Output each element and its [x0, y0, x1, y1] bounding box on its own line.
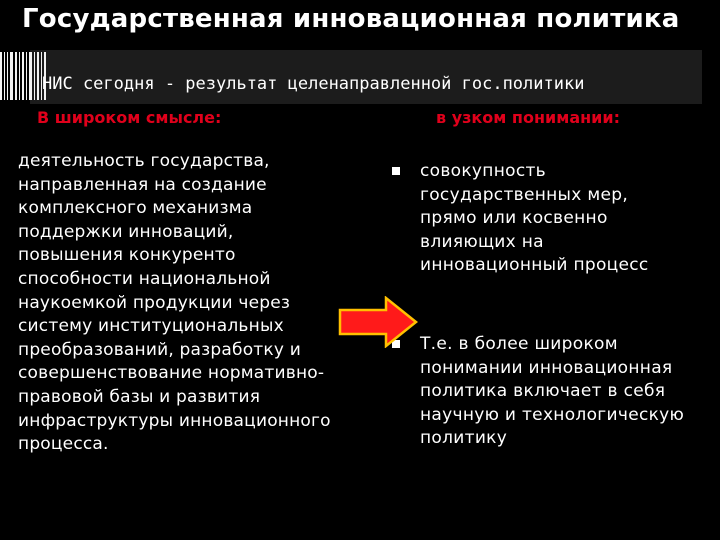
slide-subtitle: НИС сегодня - результат целенаправленной гос.политики: [42, 74, 585, 94]
bullet-line: инновационный процесс: [420, 255, 649, 276]
definition-line: деятельность государства,: [18, 151, 270, 171]
definition-line: инфраструктуры инновационного: [18, 410, 331, 431]
slide-title: Государственная инновационная политика: [22, 4, 680, 34]
decorative-stripes: [0, 52, 46, 100]
bullet-line: политику: [420, 428, 508, 449]
bullet-line: научную и технологическую: [420, 404, 685, 425]
bullet-line: государственных мер,: [420, 184, 629, 205]
definition-line: способности национальной: [18, 268, 271, 289]
definition-line: правовой базы и развития: [18, 386, 261, 407]
broad-sense-heading: В широком смысле:: [37, 108, 222, 127]
definition-line: наукоемкой продукции через: [18, 292, 291, 313]
definition-line: процесса.: [18, 434, 109, 455]
definition-line: поддержки инноваций,: [18, 221, 234, 242]
definition-line: преобразований, разработку и: [18, 339, 301, 360]
right-arrow-icon: [338, 296, 418, 348]
definition-line: комплексного механизма: [18, 198, 253, 219]
definition-line: совершенствование нормативно-: [18, 363, 325, 384]
bullet-line: прямо или косвенно: [420, 208, 608, 229]
narrow-sense-heading: в узком понимании:: [436, 108, 620, 127]
definition-line: повышения конкуренто: [18, 245, 236, 266]
definition-line: направленная на создание: [18, 174, 267, 195]
bullet-line: политика включает в себя: [420, 381, 666, 402]
bullet-line: влияющих на: [420, 231, 544, 252]
bullet-line: совокупность: [420, 161, 546, 181]
bullet-line: Т.е. в более широком: [420, 334, 618, 354]
bullet-square-icon: [392, 167, 400, 175]
bullet-line: понимании инновационная: [420, 357, 673, 378]
definition-line: систему институциональных: [18, 316, 284, 337]
broad-sense-definition: [18, 150, 380, 457]
